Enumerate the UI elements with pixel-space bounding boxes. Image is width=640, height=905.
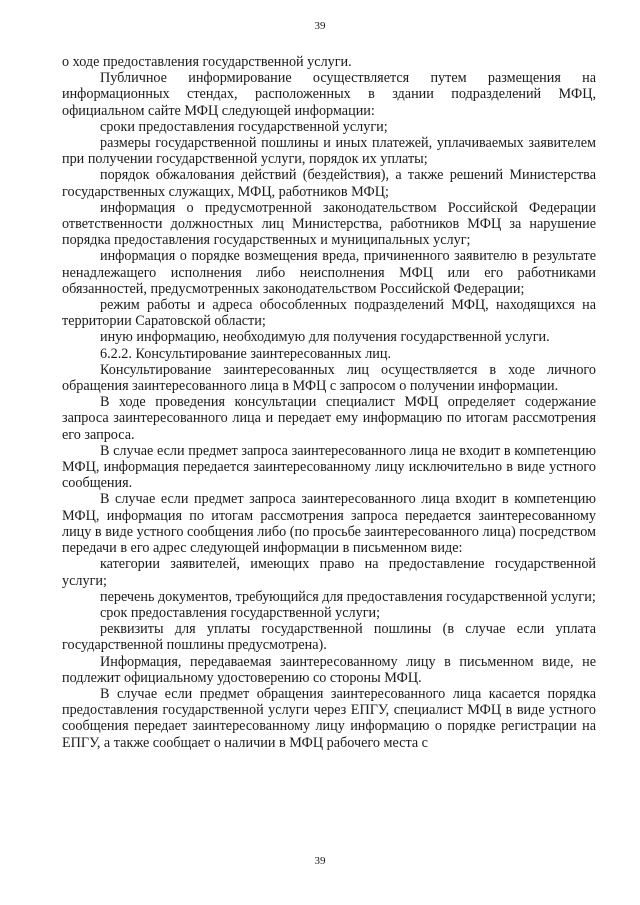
list-item: сроки предоставления государственной услуги; — [100, 118, 388, 135]
list-item: реквизиты для уплаты государственной пошлины (в случае если уплата государственной пошлины предусмотрена). — [62, 621, 596, 654]
paragraph: В случае если предмет запроса заинтересованного лица входит в компетенцию МФЦ, информация по итогам рассмотрения запроса передается заинтересованному лицу в виде устного сообщения либо (по просьбе заинтересованного лица) посредством передачи в его адрес следующей информации в письменном виде: — [62, 491, 596, 557]
list-item: информация о порядке возмещения вреда, причиненного заявителю в результате ненадлежащего исполнения либо неисполнения МФЦ или его работниками обязанностей, предусмотренных законодательством Российской Федерации; — [62, 248, 596, 297]
list-item: иную информацию, необходимую для получения государственной услуги. — [100, 329, 550, 346]
document-body — [62, 54, 596, 751]
list-item: порядок обжалования действий (бездействия), а также решений Министерства государственных служащих, МФЦ, работников МФЦ; — [62, 167, 596, 200]
page-number-bottom: 39 — [314, 855, 326, 867]
paragraph: В случае если предмет обращения заинтересованного лица касается порядка предоставления государственной услуги через ЕПГУ, специалист МФЦ в виде устного сообщения передает заинтересованному лицу информацию о порядке регистрации на ЕПГУ, а также сообщает о наличии в МФЦ рабочего места с — [62, 685, 596, 751]
section-heading: 6.2.2. Консультирование заинтересованных лиц. — [100, 345, 392, 362]
page-number-top: 39 — [314, 20, 326, 32]
list-item: перечень документов, требующийся для предоставления государственной услуги; — [100, 588, 596, 605]
paragraph: В случае если предмет запроса заинтересованного лица не входит в компетенцию МФЦ, информация передается заинтересованному лицу исключительно в виде устного сообщения. — [62, 442, 596, 492]
list-item: информация о предусмотренной законодательством Российской Федерации ответственности должностных лиц Министерства, работников МФЦ за нарушение порядка предоставления государственных и муниципальных услуг; — [62, 199, 596, 249]
paragraph: Консультирование заинтересованных лиц осуществляется в ходе личного обращения заинтересованного лица в МФЦ с запросом о получении информации. — [62, 361, 596, 395]
list-item: режим работы и адреса обособленных подразделений МФЦ, находящихся на территории Саратовской области; — [62, 297, 596, 330]
paragraph: о ходе предоставления государственной услуги. — [62, 54, 352, 70]
list-item: срок предоставления государственной услуги; — [100, 604, 381, 621]
list-item: категории заявителей, имеющих право на предоставление государственной услуги; — [62, 556, 596, 589]
paragraph: Публичное информирование осуществляется путем размещения на информационных стендах, расположенных в здании подразделений МФЦ, официальном сайте МФЦ следующей информации: — [62, 70, 596, 119]
paragraph: В ходе проведения консультации специалист МФЦ определяет содержание запроса заинтересованного лица и передает ему информацию по итогам рассмотрения его запроса. — [62, 394, 596, 443]
list-item: размеры государственной пошлины и иных платежей, уплачиваемых заявителем при получении государственной услуги, порядок их уплаты; — [62, 135, 596, 168]
paragraph: Информация, передаваемая заинтересованному лицу в письменном виде, не подлежит официальному удостоверению со стороны МФЦ. — [62, 653, 596, 686]
